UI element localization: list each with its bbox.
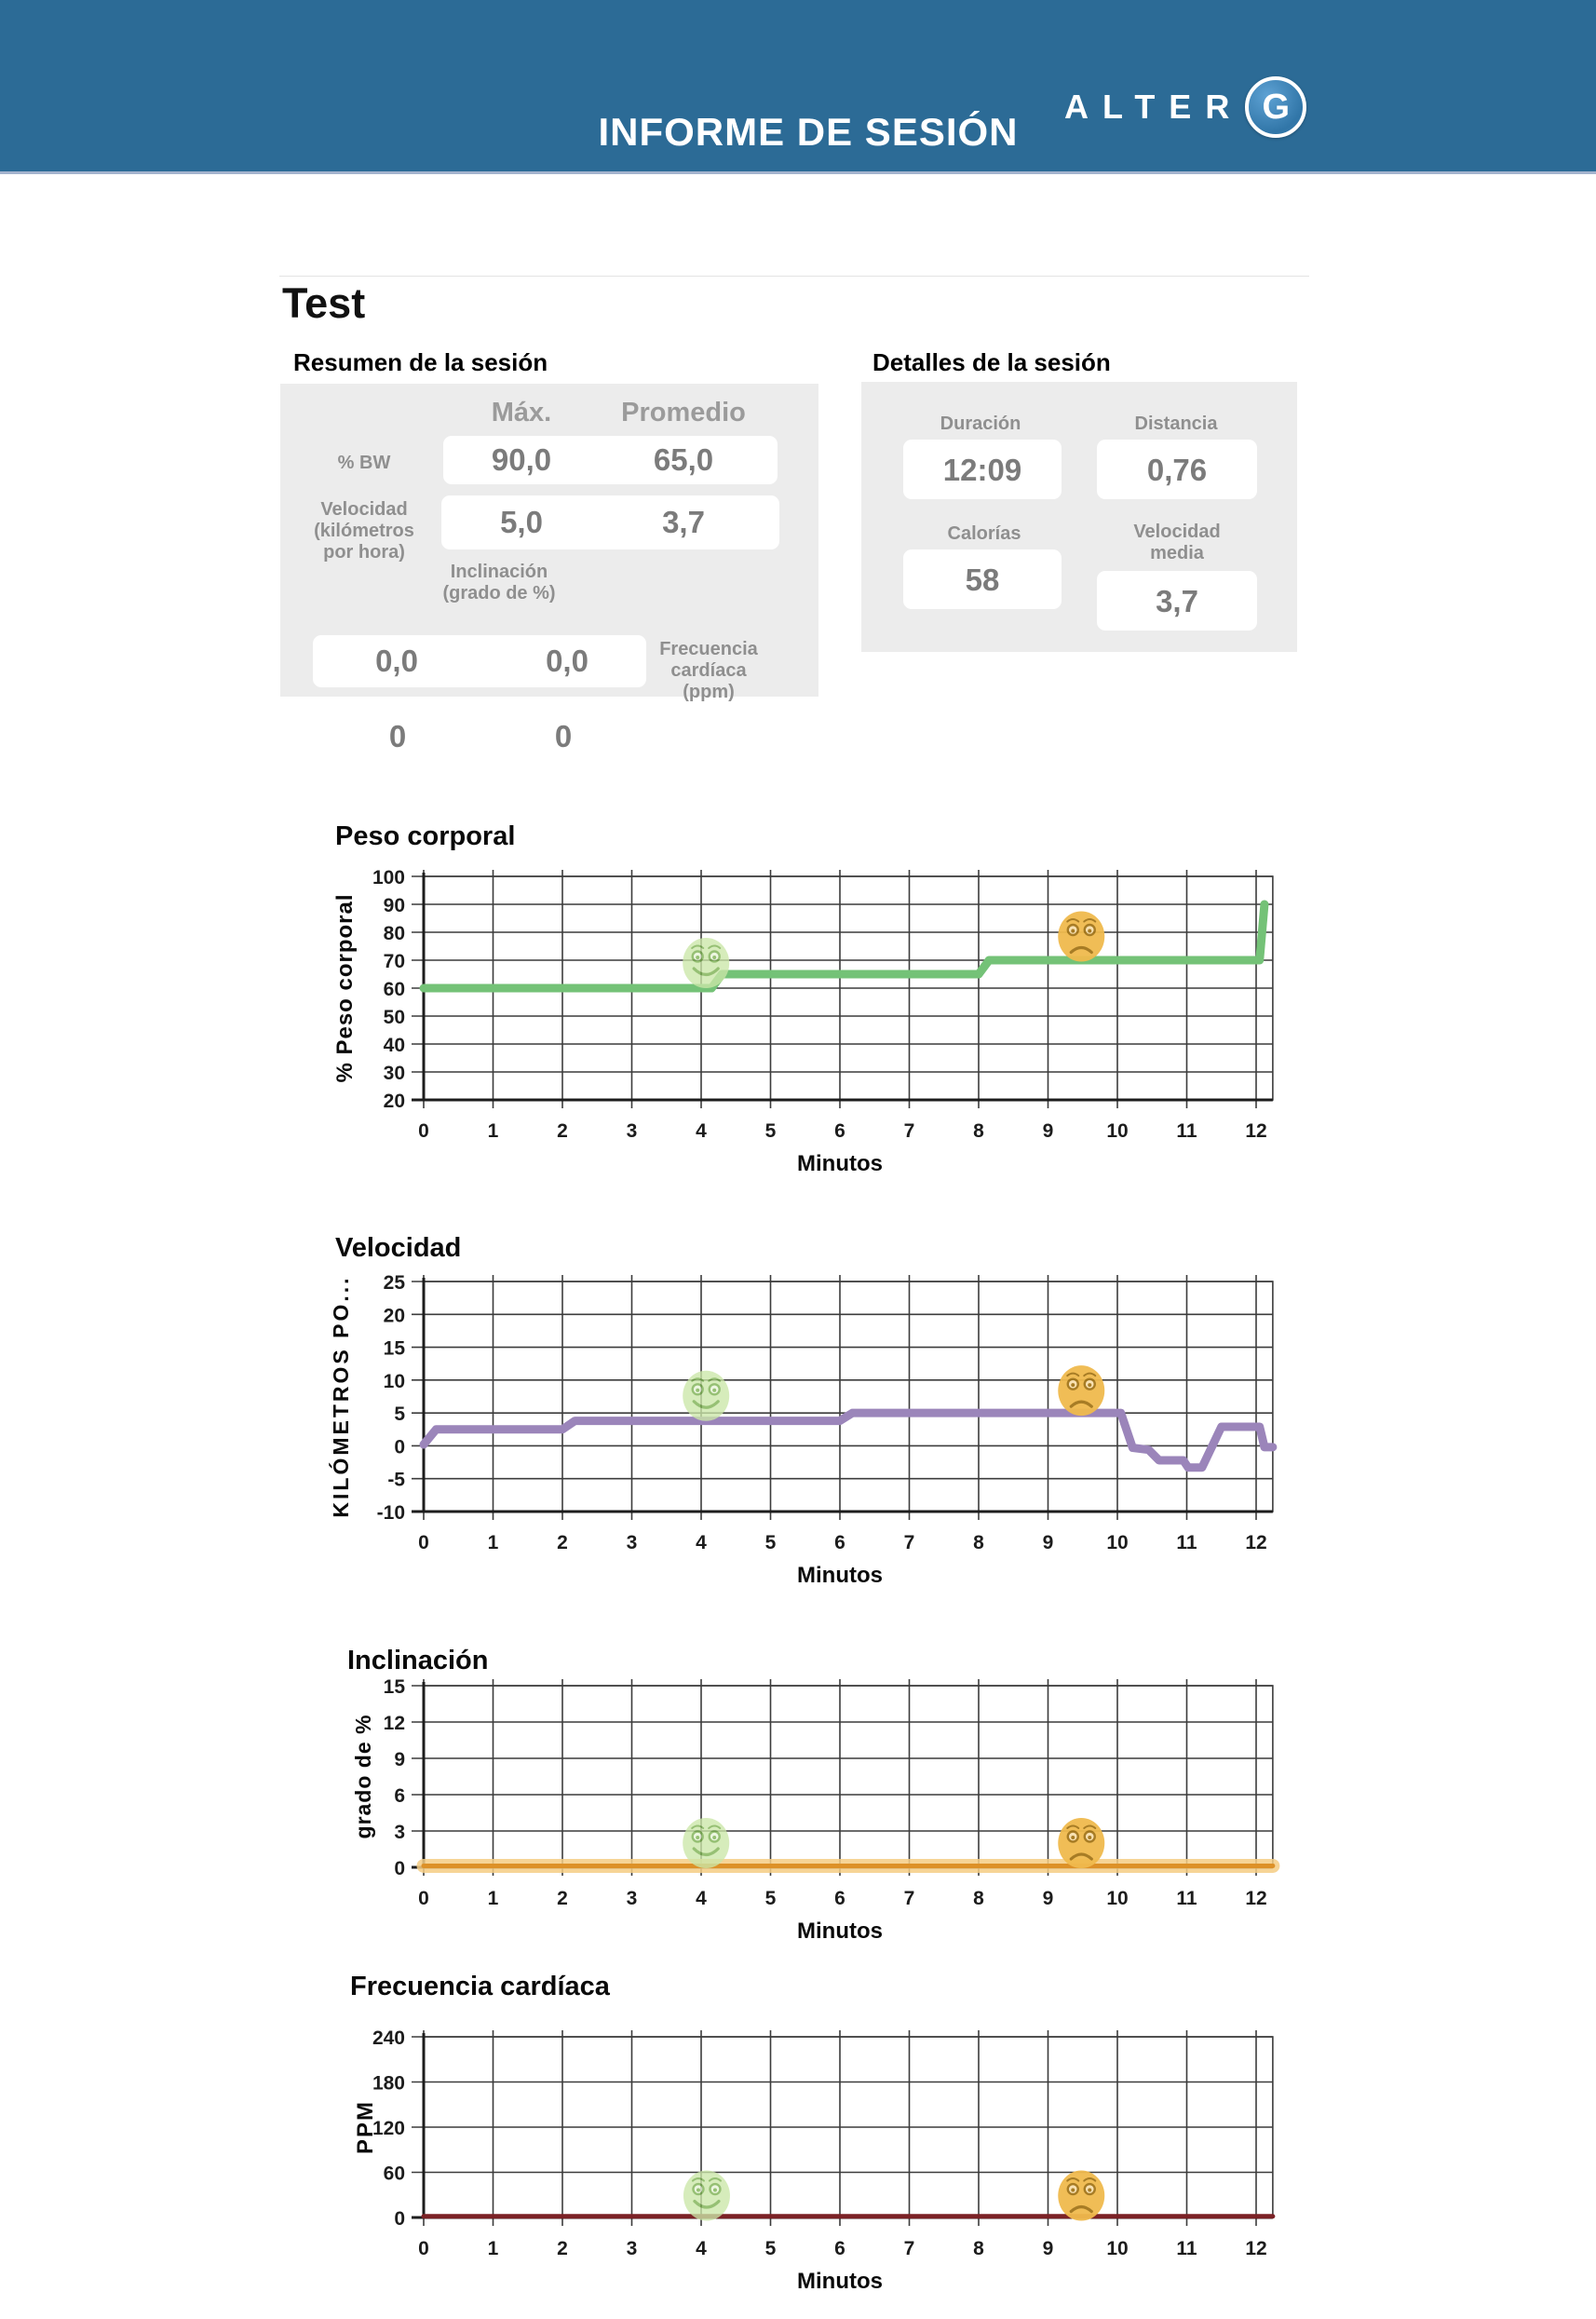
x-tick-label: 5 [764,1888,777,1909]
x-tick-label: 11 [1176,2238,1197,2259]
x-tick-label: 0 [418,1532,429,1553]
x-tick-label: 8 [973,1120,984,1142]
summary-incline-card [313,635,646,687]
details-duration-label: Duración [940,414,1021,434]
summary-velocity-avg-value: 3,7 [662,505,705,539]
x-tick-label: 9 [1042,1532,1054,1553]
details-section-title: Detalles de la sesión [872,348,1111,376]
y-tick-label: -10 [376,1502,405,1524]
y-tick-label: 5 [394,1404,405,1426]
happy-face-marker [683,2171,730,2221]
x-tick-label: 12 [1245,1120,1267,1142]
y-tick-label: 50 [383,1007,405,1028]
y-tick-label: 20 [383,1091,405,1112]
x-axis-label: Minutos [797,1919,883,1944]
x-tick-label: 8 [973,1888,984,1909]
x-tick-label: 2 [557,1532,568,1553]
x-tick-label: 3 [626,1888,638,1909]
x-tick-label: 6 [834,2238,845,2259]
y-tick-label: 80 [383,923,405,944]
x-tick-label: 7 [903,2238,915,2259]
summary-velocity-label: Velocidad (kilómetros por hora) [314,499,414,563]
y-tick-label: 15 [383,1337,405,1360]
top-divider [279,276,1309,277]
x-tick-label: 1 [487,1888,499,1909]
summary-velocity-max-value: 5,0 [500,505,543,539]
summary-section-title: Resumen de la sesión [293,348,548,376]
x-tick-label: 9 [1042,2238,1054,2259]
chart-peso-corporal [289,848,1290,1188]
summary-velocity-card [441,495,779,549]
x-tick-label: 1 [487,2238,499,2259]
y-tick-label: -5 [387,1469,405,1491]
y-axis-label: PPM [353,2099,378,2155]
y-tick-label: 60 [383,979,405,1000]
x-tick-label: 1 [487,1532,499,1553]
chart-title-inclinacion: Inclinación [347,1646,489,1675]
details-avgspeed-value: 3,7 [1156,584,1198,618]
y-tick-label: 100 [372,867,405,888]
sad-face-marker [1058,2171,1104,2221]
details-panel [861,382,1297,652]
y-tick-label: 60 [383,2163,405,2185]
y-tick-label: 3 [394,1822,405,1843]
summary-bw-max-value: 90,0 [491,442,552,477]
y-tick-label: 0 [394,2208,405,2230]
details-calories-value: 58 [965,563,1000,597]
y-tick-label: 70 [383,951,405,972]
x-tick-label: 9 [1042,1888,1054,1909]
sad-face-marker [1058,1818,1104,1868]
summary-incline-avg-value: 0,0 [546,644,588,678]
x-tick-label: 0 [418,1120,429,1142]
y-tick-label: 15 [383,1676,405,1698]
x-tick-label: 3 [626,1532,638,1553]
happy-face-marker [683,1371,729,1421]
x-tick-label: 10 [1106,1532,1129,1553]
x-tick-label: 2 [557,2238,568,2259]
details-duration-value: 12:09 [942,453,1022,487]
x-tick-label: 3 [626,2238,638,2259]
summary-incline-max-value: 0,0 [375,644,418,678]
y-tick-label: 30 [383,1063,405,1084]
chart-title-peso-corporal: Peso corporal [335,821,516,851]
x-tick-label: 8 [973,1532,984,1553]
x-tick-label: 4 [696,1532,707,1553]
chart-inclinacion [289,1658,1290,1956]
details-distance-label: Distancia [1134,414,1218,434]
summary-incline-label: Inclinación (grado de %) [442,562,556,603]
alterg-logo-g-icon: G [1245,76,1306,138]
peso-corporal-series-line [424,904,1265,988]
x-tick-label: 6 [834,1532,845,1553]
header-bar [0,0,1596,174]
sad-face-marker [1058,1365,1104,1416]
y-tick-label: 12 [383,1713,405,1734]
x-tick-label: 12 [1245,2238,1267,2259]
x-tick-label: 0 [418,2238,429,2259]
sad-face-marker [1058,912,1104,962]
details-calories-label: Calorías [947,523,1021,544]
x-tick-label: 10 [1106,1120,1129,1142]
x-tick-label: 2 [557,1120,568,1142]
x-tick-label: 0 [418,1888,429,1909]
x-tick-label: 11 [1176,1120,1197,1142]
x-tick-label: 4 [696,1120,707,1142]
details-avgspeed-label: Velocidad media [1133,522,1221,563]
x-axis-label: Minutos [797,2269,883,2294]
alterg-logo [1064,76,1306,138]
y-axis-label: % Peso corporal [332,893,358,1083]
summary-heartrate-avg-value: 0 [554,719,573,753]
happy-face-marker [683,938,729,988]
x-tick-label: 1 [487,1120,499,1142]
x-tick-label: 2 [557,1888,568,1909]
x-tick-label: 4 [696,2238,707,2259]
summary-col-promedio: Promedio [621,398,746,427]
x-tick-label: 7 [903,1120,915,1142]
summary-col-max: Máx. [491,398,552,427]
alterg-logo-letters: ALTER [1064,88,1244,126]
x-tick-label: 8 [973,2238,984,2259]
happy-face-marker [683,1818,729,1868]
y-tick-label: 20 [383,1305,405,1327]
summary-panel [280,384,818,702]
y-tick-label: 240 [372,2027,405,2049]
session-name-heading: Test [282,279,366,327]
x-axis-label: Minutos [797,1151,883,1176]
x-tick-label: 6 [834,1888,845,1909]
x-tick-label: 11 [1176,1888,1197,1909]
summary-bw-label: % BW [337,453,391,473]
x-tick-label: 9 [1042,1120,1054,1142]
x-tick-label: 7 [903,1532,915,1553]
chart-title-velocidad: Velocidad [335,1233,462,1263]
x-tick-label: 5 [764,2238,777,2259]
x-tick-label: 7 [903,1888,915,1909]
y-tick-label: 90 [383,895,405,916]
x-tick-label: 12 [1245,1888,1267,1909]
y-axis-label: KILÓMETROS PO... [329,1275,353,1518]
chart-title-frecuencia-cardiaca: Frecuencia cardíaca [350,1972,610,2001]
summary-bw-avg-value: 65,0 [653,442,714,477]
y-axis-label: grado de % [351,1714,375,1839]
y-tick-label: 10 [383,1370,405,1392]
x-tick-label: 10 [1106,1888,1129,1909]
details-distance-value: 0,76 [1146,453,1208,487]
y-tick-label: 0 [394,1436,405,1458]
y-tick-label: 40 [383,1035,405,1056]
y-tick-label: 9 [394,1749,405,1770]
chart-velocidad [289,1254,1290,1600]
y-tick-label: 180 [372,2072,405,2095]
chart-frecuencia-cardiaca [289,2009,1290,2306]
x-tick-label: 5 [764,1120,777,1142]
x-tick-label: 4 [696,1888,707,1909]
y-tick-label: 6 [394,1785,405,1807]
x-tick-label: 3 [626,1120,638,1142]
x-axis-label: Minutos [797,1563,883,1588]
summary-heartrate-label: Frecuencia cardíaca (ppm) [659,639,758,702]
report-title: INFORME DE SESIÓN [598,110,1019,154]
y-tick-label: 120 [372,2118,405,2139]
x-tick-label: 5 [764,1532,777,1553]
x-tick-label: 11 [1176,1532,1197,1553]
x-tick-label: 12 [1245,1532,1267,1553]
velocidad-series-line [424,1413,1273,1468]
x-tick-label: 10 [1106,2238,1129,2259]
summary-heartrate-max-value: 0 [388,719,407,753]
y-tick-label: 25 [383,1272,405,1294]
y-tick-label: 0 [394,1858,405,1879]
x-tick-label: 6 [834,1120,845,1142]
